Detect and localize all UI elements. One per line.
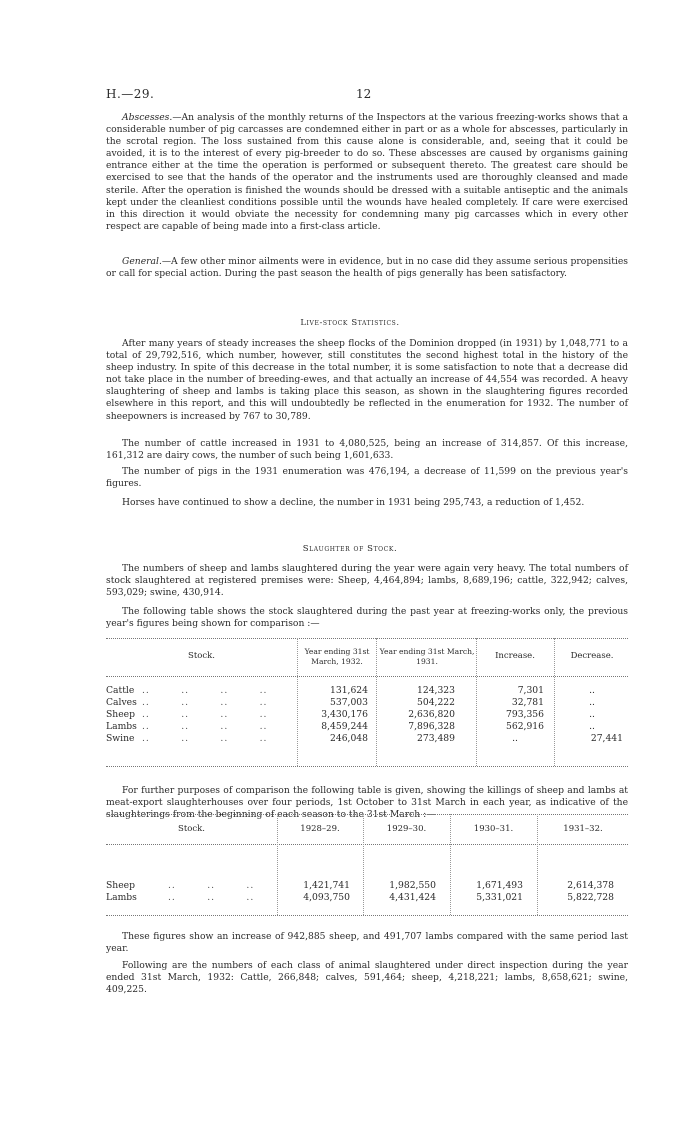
row-stock-label: Lambs — [106, 892, 137, 903]
table-top-rule — [106, 638, 628, 639]
table-column-divider — [297, 638, 298, 766]
table-column-divider — [554, 638, 555, 766]
cell-1931-32: 2,614,378 — [567, 880, 614, 891]
leader-dots: .. .. .. .. — [142, 721, 268, 732]
table-header-rule — [106, 676, 628, 677]
cell-1931: 2,636,820 — [408, 709, 455, 720]
cell-1928-29: 4,093,750 — [303, 892, 350, 903]
cell-1929-30: 1,982,550 — [389, 880, 436, 891]
table-bottom-rule — [106, 766, 628, 767]
comparison-paragraph: For further purposes of comparison the following table is given, showing the killings of sheep and lambs at meat-export slaughterhouses over four periods, 1st October to 31st March in each year, as indicative of the slaughterings from the beginning of each season to the 31st March :— — [106, 785, 628, 821]
leader-dots: .. .. .. .. — [142, 709, 268, 720]
livestock-paragraph-3: The number of pigs in the 1931 enumeration was 476,194, a decrease of 11,599 on the previous year's figures. — [106, 466, 628, 490]
cell-1931: 7,896,328 — [408, 721, 455, 732]
column-header-1930-31: 1930–31. — [473, 824, 514, 834]
slaughter-paragraph-2: The following table shows the stock slaughtered during the past year at freezing-works only, the previous year's figures being shown for comparison :— — [106, 606, 628, 630]
column-header-increase: Increase. — [495, 651, 535, 661]
cell-decrease: .. — [589, 697, 595, 708]
abscesses-paragraph — [106, 112, 628, 233]
column-header-decrease: Decrease. — [570, 651, 614, 661]
cell-decrease: .. — [589, 709, 595, 720]
cell-1932: 8,459,244 — [321, 721, 368, 732]
row-stock-label: Sheep — [106, 880, 135, 891]
closing-paragraph-2: Following are the numbers of each class of animal slaughtered under direct inspection during the year ended 31st March, 1932: Cattle, 266,848; calves, 591,464; sheep, 4,218,221; lambs, 8,658,621; swine, 409,225. — [106, 960, 628, 996]
cell-1932: 246,048 — [330, 733, 368, 744]
leader-dots: .. .. .. .. — [142, 697, 268, 708]
freezing-works-table — [106, 638, 628, 768]
cell-1931-32: 5,822,728 — [567, 892, 614, 903]
general-lead: General. — [122, 256, 162, 267]
cell-1930-31: 1,671,493 — [476, 880, 523, 891]
column-header-1931: Year ending 31st March, 1931. — [379, 647, 475, 666]
report-reference: H.—29. — [106, 87, 155, 101]
cell-1930-31: 5,331,021 — [476, 892, 523, 903]
cell-increase: 32,781 — [511, 697, 544, 708]
livestock-paragraph-2: The number of cattle increased in 1931 to 4,080,525, being an increase of 314,857. Of this increase, 161,312 are dairy cows, the number of such being 1,601,633. — [106, 438, 628, 462]
cell-1931: 504,222 — [417, 697, 455, 708]
cell-1931: 273,489 — [417, 733, 455, 744]
leader-dots: .. .. .. — [168, 880, 255, 891]
column-header-1932: Year ending 31st March, 1932. — [304, 647, 370, 666]
cell-increase: 562,916 — [506, 721, 544, 732]
cell-1928-29: 1,421,741 — [303, 880, 350, 891]
slaughter-paragraph-1: The numbers of sheep and lambs slaughtered during the year were again very heavy. The total numbers of stock slaughtered at registered premises were: Sheep, 4,464,894; lambs, 8,689,196; cattle, 322,942; calves, 593,029; swine, 430,914. — [106, 563, 628, 599]
cell-decrease: .. — [589, 685, 595, 696]
general-paragraph — [106, 256, 628, 280]
leader-dots: .. .. .. .. — [142, 685, 268, 696]
cell-increase: 7,301 — [517, 685, 544, 696]
leader-dots: .. .. .. .. — [142, 733, 268, 744]
table-column-divider — [376, 638, 377, 766]
meat-export-table — [106, 814, 628, 918]
column-header-stock: Stock. — [188, 651, 215, 661]
slaughter-heading: Slaughter of Stock. — [302, 544, 398, 554]
column-header-1928-29: 1928–29. — [300, 824, 340, 834]
table-bottom-rule — [106, 915, 628, 916]
row-stock-label: Lambs — [106, 721, 137, 732]
leader-dots: .. .. .. — [168, 892, 255, 903]
livestock-paragraph-1: After many years of steady increases the sheep flocks of the Dominion dropped (in 1931) by 1,048,771 to a total of 29,792,516, which number, however, still constitutes the second highest total in the history of the sheep industry. In spite of this decrease in the total number, it is some satisfaction to note that a decrease did not take place in the number of breeding-ewes, and that actually an increase of 44,554 was recorded. A heavy slaughtering of sheep and lambs is taking place this season, as shown in the slaughtering figures recorded elsewhere in this report, and this will undoubtedly be reflected in the enumeration for 1932. The number of sheepowners is increased by 767 to 30,789. — [106, 338, 628, 422]
cell-decrease: 27,441 — [590, 733, 623, 744]
cell-1932: 3,430,176 — [321, 709, 368, 720]
abscesses-text: —An analysis of the monthly returns of the Inspectors at the various freezing-works shows that a considerable number of pig carcasses are condemned either in part or as a whole for abscesses, particularly in the scrotal region. The loss sustained from this cause alone is considerable, and, seeing that it could be avoided, it is to the interest of every pig-breeder to do so. These abscesses are caused by organisms gaining entrance either at the time the operation is performed or subsequent thereto. The greatest care should be exercised to see that the hands of the operator and the instruments used are thoroughly cleansed and made sterile. After the operation is finished the wounds should be dressed with a suitable antiseptic and the animals kept under the cleanliest conditions possible until the wounds have healed completely. If care were exercised in this direction it would obviate the necessity for condemning many pig carcasses which in every other respect are capable of being made into a first-class article. — [106, 112, 628, 232]
cell-1932: 537,003 — [330, 697, 368, 708]
table-column-divider — [476, 638, 477, 766]
table-header-rule — [106, 844, 628, 845]
livestock-paragraph-4: Horses have continued to show a decline, the number in 1931 being 295,743, a reduction of 1,452. — [122, 497, 585, 508]
general-text: —A few other minor ailments were in evidence, but in no case did they assume serious propensities or call for special action. During the past season the health of pigs generally has been satisfactory. — [106, 256, 628, 280]
column-header-1929-30: 1929–30. — [386, 824, 427, 834]
cell-decrease: .. — [589, 721, 595, 732]
column-header-1931-32: 1931–32. — [563, 824, 603, 834]
table-top-rule — [106, 814, 628, 815]
row-stock-label: Cattle — [106, 685, 135, 696]
livestock-heading: Live-stock Statistics. — [300, 318, 400, 328]
abscesses-lead: Abscesses. — [122, 112, 173, 123]
row-stock-label: Calves — [106, 697, 137, 708]
cell-1932: 131,624 — [330, 685, 368, 696]
column-header-stock: Stock. — [178, 824, 205, 834]
cell-increase: .. — [512, 733, 518, 744]
row-stock-label: Swine — [106, 733, 135, 744]
row-stock-label: Sheep — [106, 709, 135, 720]
closing-paragraph-1: These figures show an increase of 942,885 sheep, and 491,707 lambs compared with the same period last year. — [106, 931, 628, 955]
page-number: 12 — [356, 87, 372, 101]
cell-1929-30: 4,431,424 — [389, 892, 436, 903]
cell-1931: 124,323 — [417, 685, 455, 696]
cell-increase: 793,356 — [506, 709, 544, 720]
